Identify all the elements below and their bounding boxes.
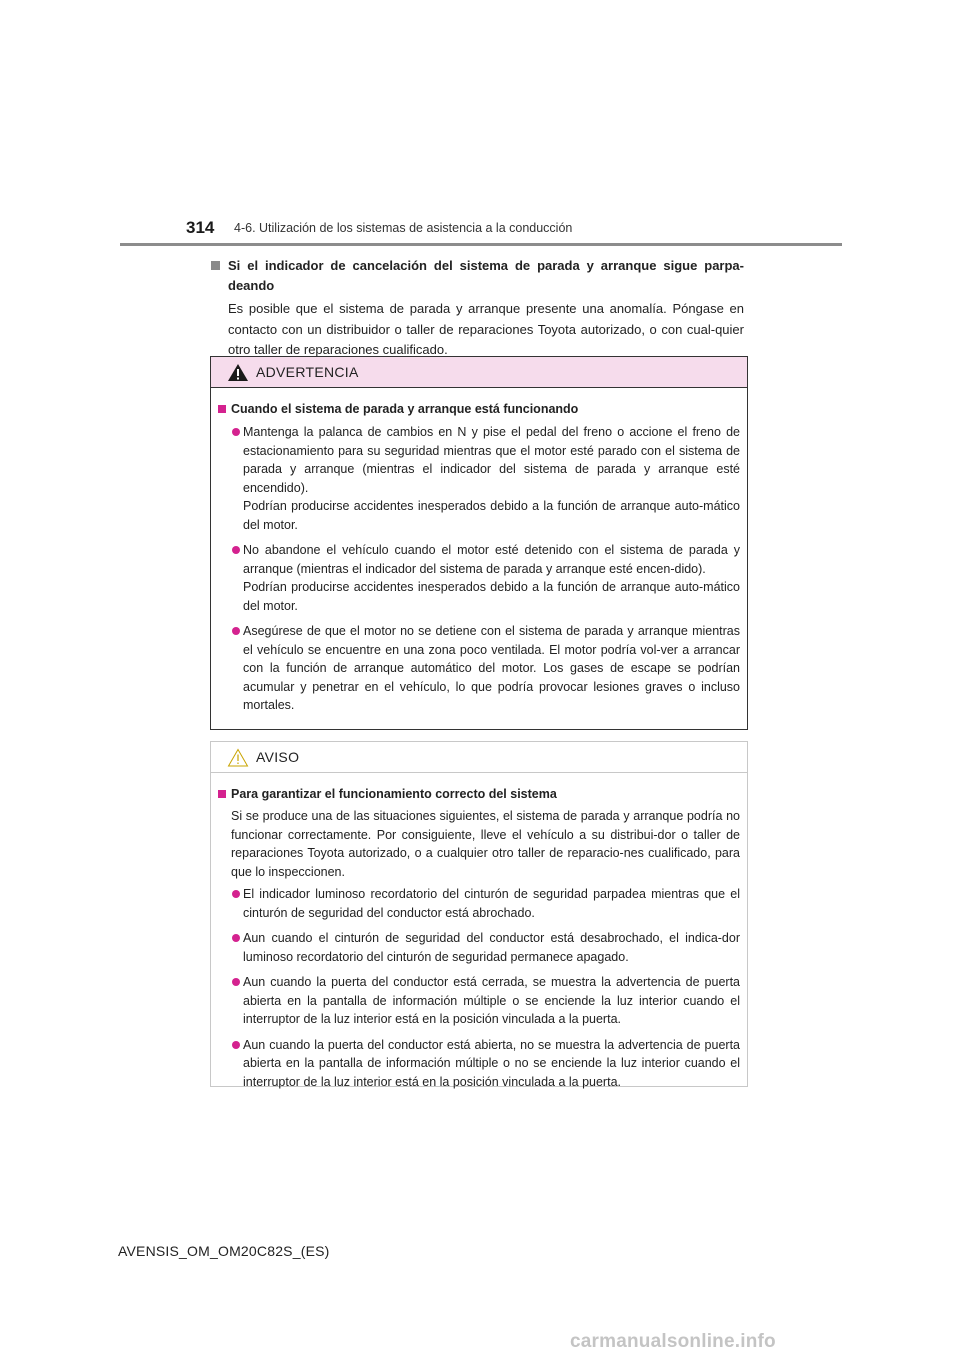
warning-bullet [218,423,740,534]
notice-bullet [218,1036,740,1092]
warning-bullet [218,622,740,715]
bullet-dot-icon [232,546,240,554]
bullet-text: Aun cuando el cinturón de seguridad del conductor está desabrochado, el indica-dor luminoso recordatorio del cinturón de seguridad permanece apagado. [243,931,740,964]
bullet-text: Mantenga la palanca de cambios en N y pise el pedal del freno o accione el freno de estacionamiento para su seguridad mientras que el motor esté parado con el sistema de parada y arranque (mientras el indicador del sistema de parada y arranque esté encendido). [243,425,740,495]
caution-triangle-icon [227,748,249,767]
notice-header [211,742,747,773]
bullet-dot-icon [232,627,240,635]
square-bullet-icon [218,790,226,798]
bullet-dot-icon [232,1041,240,1049]
page-number: 314 [186,218,215,237]
bullet-text: Aun cuando la puerta del conductor está abierta, no se muestra la advertencia de puerta abierta en la pantalla de información múltiple o no se enciende la luz interior cuando el interruptor de la luz interior está en la posición vinculada a la puerta. [243,1037,740,1089]
bullet-dot-icon [232,890,240,898]
bullet-text: Aun cuando la puerta del conductor está cerrada, se muestra la advertencia de puerta abierta en la pantalla de información múltiple o se enciende la luz interior cuando el interruptor de la luz interior está en la posición vinculada a la puerta. [243,975,740,1026]
bullet-text: No abandone el vehículo cuando el motor esté detenido con el sistema de parada y arranque (mientras el indicador del sistema de parada y arranque esté encen-dido). [243,543,740,576]
header-rule [120,243,842,246]
notice-bullet [218,885,740,922]
notice-bullet [218,973,740,1029]
warning-bullet [218,541,740,615]
bullet-dot-icon [232,978,240,986]
notice-content [211,773,747,1091]
section-stop-start-indicator [211,256,744,361]
square-bullet-icon [211,261,220,270]
warning-item-title [218,400,740,419]
warning-content [211,388,747,715]
watermark: carmanualsonline.info [570,1331,776,1352]
bullet-text: Asegúrese de que el motor no se detiene con el sistema de parada y arranque mientras el vehículo se encuentre en una zona poco ventilada. El motor podría vol-ver a arrancar con la función de arranque automático del motor. Los gases de escape se podrían acumular y penetrar en el vehículo, lo que podría provocar lesiones graves o incluso mortales. [243,624,740,712]
warning-triangle-icon [227,363,249,382]
notice-body: Si se produce una de las situaciones siguientes, el sistema de parada y arranque podría no funcionar correctamente. Por consiguiente, lleve el vehículo a su distribui-dor o taller de reparaciones Toyota autorizado, o a cualquier otro taller de reparacio-nes cualificado, para que lo inspeccionen. [231,809,740,879]
section-title-text: Si el indicador de cancelación del sistema de parada y arranque sigue parpa-deando [228,258,744,293]
warning-bullet-list [218,423,740,715]
bullet-note: Podrían producirse accidentes inesperados debido a la función de arranque auto-mático del motor. [243,499,740,532]
bullet-note: Podrían producirse accidentes inesperados debido a la función de arranque auto-mático del motor. [243,580,740,613]
running-head: 4-6. Utilización de los sistemas de asistencia a la conducción [234,221,573,235]
section-body: Es posible que el sistema de parada y arranque presente una anomalía. Póngase en contacto con un distribuidor o taller de reparaciones Toyota autorizado, o con cual-quier otro taller de reparaciones cualificado. [228,301,744,357]
notice-item-title [218,785,740,804]
warning-title: ADVERTENCIA [256,364,359,380]
notice-item-title-text: Para garantizar el funcionamiento correcto del sistema [231,787,557,801]
section-title [211,256,744,296]
notice-title: AVISO [256,749,300,765]
warning-box [210,356,748,730]
bullet-dot-icon [232,934,240,942]
notice-box [210,741,748,1087]
warning-header [211,357,747,388]
notice-bullet-list [218,885,740,1091]
square-bullet-icon [218,405,226,413]
warning-item-title-text: Cuando el sistema de parada y arranque está funcionando [231,402,579,416]
notice-bullet [218,929,740,966]
bullet-text: El indicador luminoso recordatorio del cinturón de seguridad parpadea mientras que el cinturón de seguridad del conductor está abrochado. [243,887,740,920]
footer-manual-code: AVENSIS_OM_OM20C82S_(ES) [118,1243,330,1259]
bullet-dot-icon [232,428,240,436]
